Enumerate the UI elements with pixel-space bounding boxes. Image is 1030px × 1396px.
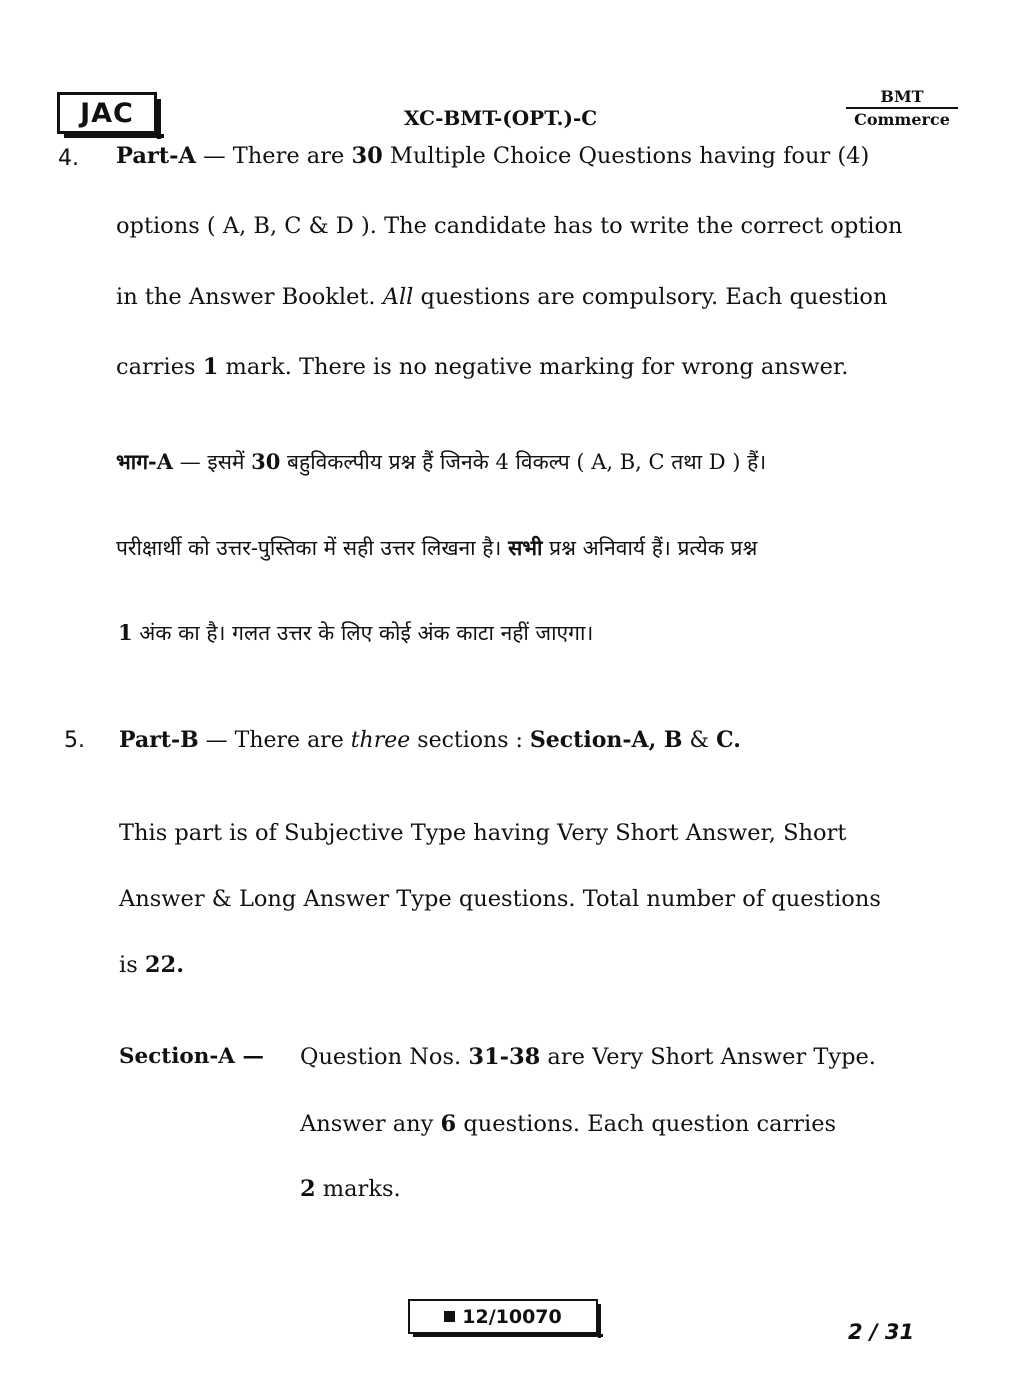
mark-value: 1 [202,354,219,380]
text: in the Answer Booklet. [116,284,383,310]
text: Question Nos. [300,1044,469,1070]
page-number: 2 / 31 [848,1320,915,1344]
item-4-number: 4. [58,146,79,171]
text: — There are [198,728,351,753]
text: — इसमें [173,450,252,474]
total-questions: 22. [144,952,185,978]
item-4-hindi-line-3 [118,619,593,647]
item-4-hindi-line-2 [116,534,757,562]
answer-count: 6 [440,1111,457,1137]
text: Answer any [300,1111,441,1137]
section-c-label: C. [716,727,741,753]
part-b-label: Part-B [119,727,199,753]
text: बहुविकल्पीय प्रश्न हैं जिनके 4 विकल्प ( A, B, C तथा D ) हैं। [280,450,767,474]
item-5-line-4 [119,952,184,978]
subject-label [846,88,958,129]
section-a-line-2 [300,1111,836,1137]
text: Multiple Choice Questions having four (4) [382,143,870,169]
mark-value: 1 [118,620,133,645]
section-a-line-3 [300,1176,401,1202]
question-range: 31-38 [468,1044,541,1070]
text: carries [116,354,203,380]
part-a-label-hindi: भाग-A [116,449,174,474]
text: प्रश्न अनिवार्य हैं। प्रत्येक प्रश्न [542,536,758,560]
text: sections : [410,728,530,753]
section-a-line-1 [300,1044,876,1070]
board-logo-box [57,92,157,134]
text: marks. [315,1176,401,1202]
dash: — [195,143,233,169]
item-4-line-4 [116,354,848,380]
board-name: JAC [80,97,134,129]
three-emphasis: three [350,728,411,753]
item-4-line-3 [116,284,887,310]
question-count: 30 [351,143,383,169]
text: mark. There is no negative marking for wrong answer. [218,354,849,380]
part-a-label: Part-A [116,143,196,169]
sections-label: Section-A, B [529,727,683,753]
paper-code: XC-BMT-(OPT.)-C [404,106,598,130]
section-a-label [119,1044,264,1069]
booklet-code: 12/10070 [462,1305,562,1328]
item-4-hindi-line-1 [116,448,766,476]
item-5-line-1 [119,727,741,753]
section-a-heading: Section-A — [119,1044,264,1069]
booklet-code-box [408,1299,598,1334]
text: There are [232,143,352,169]
subject-stream: Commerce [854,110,950,129]
text: questions. Each question carries [456,1111,837,1137]
text: परीक्षार्थी को उत्तर-पुस्तिका में सही उत्तर लिखना है। [116,536,509,560]
text: & [682,728,717,753]
square-bullet-icon [444,1311,455,1322]
all-emphasis: All [382,284,414,310]
marks-value: 2 [300,1176,316,1202]
item-4-line-1 [116,143,869,169]
text: are Very Short Answer Type. [540,1044,876,1070]
item-5-line-3: Answer & Long Answer Type questions. Total number of questions [119,886,881,912]
text: questions are compulsory. Each question [413,284,888,310]
text: is [119,952,145,978]
question-count: 30 [251,449,281,474]
item-5-number: 5. [64,728,85,753]
text: अंक का है। गलत उत्तर के लिए कोई अंक काटा नहीं जाएगा। [132,621,594,645]
all-emphasis-hindi: सभी [508,535,543,560]
subject-code: BMT [846,88,958,109]
item-5-line-2: This part is of Subjective Type having Very Short Answer, Short [119,820,847,846]
item-4-line-2: options ( A, B, C & D ). The candidate has to write the correct option [116,213,903,239]
